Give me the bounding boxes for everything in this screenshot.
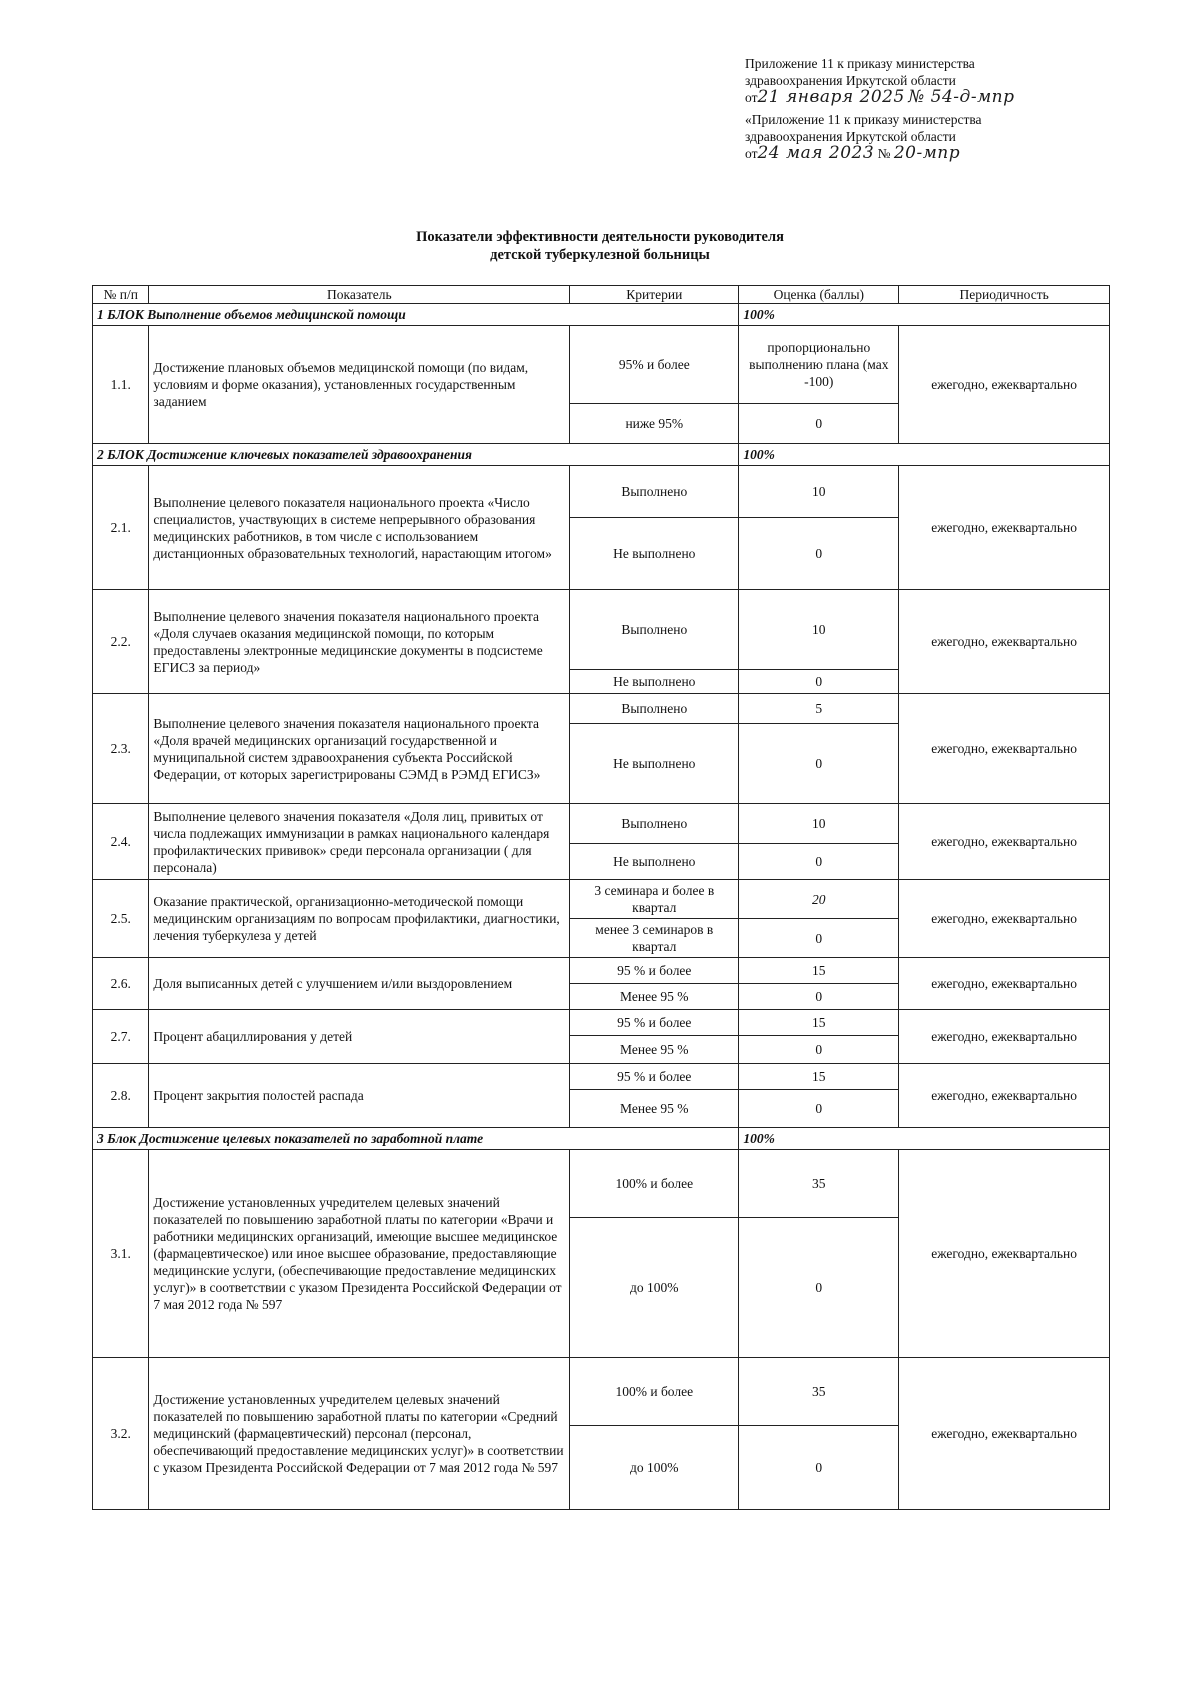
criterion: до 100%	[570, 1218, 739, 1358]
table-row	[93, 958, 1110, 984]
score: 5	[739, 694, 899, 724]
score: 0	[739, 404, 899, 444]
indicator-text: Процент абациллирования у детей	[149, 1010, 570, 1064]
row-number: 3.2.	[93, 1358, 149, 1510]
criterion: Менее 95 %	[570, 1090, 739, 1128]
score: 0	[739, 919, 899, 958]
indicator-text: Достижение установленных учредителем целевых значений показателей по повышению заработной платы по категории «Врачи и работники медицинских организаций, имеющие высшее медицинское (фармацевтическое) или иное высшее образование, предоставляющие медицинские услуги, (обеспечивающие предоставление медицинских услуг)» в соответствии с указом Президента Российской Федерации от 7 мая 2012 года № 597	[149, 1150, 570, 1358]
periodicity: ежегодно, ежеквартально	[899, 590, 1110, 694]
row-number: 2.2.	[93, 590, 149, 694]
score: 0	[739, 670, 899, 694]
indicator-text: Оказание практической, организационно-методической помощи медицинским организациям по вопросам профилактики, диагностики, лечения туберкулеза у детей	[149, 880, 570, 958]
table-row	[93, 804, 1110, 844]
score: 10	[739, 804, 899, 844]
criterion: Выполнено	[570, 804, 739, 844]
table-row	[93, 1064, 1110, 1090]
header-number-sign: №	[877, 146, 891, 161]
indicator-text: Доля выписанных детей с улучшением и/или выздоровлением	[149, 958, 570, 1010]
indicator-text: Выполнение целевого значения показателя «Доля лиц, привитых от числа подлежащих иммунизации в рамках национального календаря профилактических прививок» среди персонала организации ( для персонала)	[149, 804, 570, 880]
score: 10	[739, 466, 899, 518]
criterion: Менее 95 %	[570, 984, 739, 1010]
score: 35	[739, 1358, 899, 1426]
criterion: 100% и более	[570, 1358, 739, 1426]
header-handwritten-line-2	[745, 145, 1105, 167]
score: пропорционально выполнению плана (мах -100)	[739, 326, 899, 404]
header-line-5: здравоохранения Иркутской области	[745, 129, 956, 144]
score: 0	[739, 1090, 899, 1128]
block-title: 3 Блок Достижение целевых показателей по заработной плате	[93, 1128, 739, 1150]
score: 20	[739, 880, 899, 919]
criterion: Выполнено	[570, 590, 739, 670]
score: 15	[739, 1010, 899, 1036]
handwritten-date-2: 24 мая 2023	[757, 143, 875, 163]
criterion: 95 % и более	[570, 1064, 739, 1090]
row-number: 3.1.	[93, 1150, 149, 1358]
criterion: Не выполнено	[570, 724, 739, 804]
criterion: менее 3 семинаров в квартал	[570, 919, 739, 958]
score: 10	[739, 590, 899, 670]
block-title: 1 БЛОК Выполнение объемов медицинской помощи	[93, 304, 739, 326]
block-title: 2 БЛОК Достижение ключевых показателей здравоохранения	[93, 444, 739, 466]
title-line-2: детской туберкулезной больницы	[490, 247, 710, 263]
score: 35	[739, 1150, 899, 1218]
score: 0	[739, 1426, 899, 1510]
table-row	[93, 590, 1110, 670]
criterion: Не выполнено	[570, 844, 739, 880]
indicator-text: Достижение плановых объемов медицинской помощи (по видам, условиям и форме оказания), установленных государственным заданием	[149, 326, 570, 444]
indicator-text: Выполнение целевого значения показателя национального проекта «Доля случаев оказания медицинской помощи, по которым предоставлены электронные медицинские документы в подсистеме ЕГИСЗ за период»	[149, 590, 570, 694]
document-title	[90, 228, 1110, 264]
periodicity: ежегодно, ежеквартально	[899, 1010, 1110, 1064]
periodicity: ежегодно, ежеквартально	[899, 1150, 1110, 1358]
block-row-2	[93, 444, 1110, 466]
score: 0	[739, 518, 899, 590]
criterion: Менее 95 %	[570, 1036, 739, 1064]
periodicity: ежегодно, ежеквартально	[899, 694, 1110, 804]
col-header-criteria: Критерии	[570, 286, 739, 304]
indicator-text: Процент закрытия полостей распада	[149, 1064, 570, 1128]
handwritten-number-1: № 54-д-мпр	[908, 87, 1015, 107]
criterion: ниже 95%	[570, 404, 739, 444]
score: 0	[739, 1036, 899, 1064]
table-row	[93, 1358, 1110, 1426]
col-header-period: Периодичность	[899, 286, 1110, 304]
criterion: 100% и более	[570, 1150, 739, 1218]
score: 0	[739, 844, 899, 880]
row-number: 2.8.	[93, 1064, 149, 1128]
table-row	[93, 466, 1110, 518]
row-number: 2.7.	[93, 1010, 149, 1064]
score: 0	[739, 724, 899, 804]
periodicity: ежегодно, ежеквартально	[899, 958, 1110, 1010]
table-row	[93, 1150, 1110, 1218]
criterion: 95% и более	[570, 326, 739, 404]
periodicity: ежегодно, ежеквартально	[899, 804, 1110, 880]
row-number: 2.3.	[93, 694, 149, 804]
block-percent: 100%	[739, 444, 1110, 466]
col-header-num: № п/п	[93, 286, 149, 304]
header-from-prefix: от	[745, 90, 758, 105]
title-line-1: Показатели эффективности деятельности руководителя	[416, 229, 784, 245]
criterion: Выполнено	[570, 466, 739, 518]
row-number: 2.4.	[93, 804, 149, 880]
header-line-1: Приложение 11 к приказу министерства	[745, 56, 975, 71]
handwritten-date-1: 21 января 2025	[757, 87, 905, 107]
criterion: Не выполнено	[570, 518, 739, 590]
periodicity: ежегодно, ежеквартально	[899, 1358, 1110, 1510]
block-percent: 100%	[739, 304, 1110, 326]
table-row	[93, 326, 1110, 404]
periodicity: ежегодно, ежеквартально	[899, 466, 1110, 590]
table-row	[93, 694, 1110, 724]
approval-header	[745, 55, 1105, 167]
row-number: 2.5.	[93, 880, 149, 958]
block-percent: 100%	[739, 1128, 1110, 1150]
row-number: 1.1.	[93, 326, 149, 444]
periodicity: ежегодно, ежеквартально	[899, 1064, 1110, 1128]
criterion: 95 % и более	[570, 958, 739, 984]
table-row	[93, 880, 1110, 919]
block-row-1	[93, 304, 1110, 326]
periodicity: ежегодно, ежеквартально	[899, 880, 1110, 958]
header-from-prefix-2: от	[745, 146, 758, 161]
criterion: 3 семинара и более в квартал	[570, 880, 739, 919]
table-header-row	[93, 286, 1110, 304]
criterion: Выполнено	[570, 694, 739, 724]
score: 0	[739, 1218, 899, 1358]
table-row	[93, 1010, 1110, 1036]
block-row-3	[93, 1128, 1110, 1150]
score: 15	[739, 1064, 899, 1090]
row-number: 2.1.	[93, 466, 149, 590]
criterion: Не выполнено	[570, 670, 739, 694]
indicators-table	[92, 285, 1110, 1510]
col-header-score: Оценка (баллы)	[739, 286, 899, 304]
indicator-text: Достижение установленных учредителем целевых значений показателей по повышению заработной платы по категории «Средний медицинский (фармацевтический) персонал (персонал, обеспечивающий предоставление медицинских услуг)» в соответствии с указом Президента Российской Федерации от 7 мая 2012 года № 597	[149, 1358, 570, 1510]
periodicity: ежегодно, ежеквартально	[899, 326, 1110, 444]
header-handwritten-line-1	[745, 89, 1105, 111]
col-header-indicator: Показатель	[149, 286, 570, 304]
score: 0	[739, 984, 899, 1010]
row-number: 2.6.	[93, 958, 149, 1010]
indicator-text: Выполнение целевого значения показателя национального проекта «Доля врачей медицинских организаций государственной и муниципальной систем здравоохранения субъекта Российской Федерации, от которых зарегистрированы СЭМД в РЭМД ЕГИСЗ»	[149, 694, 570, 804]
criterion: до 100%	[570, 1426, 739, 1510]
header-line-2: здравоохранения Иркутской области	[745, 73, 956, 88]
criterion: 95 % и более	[570, 1010, 739, 1036]
score: 15	[739, 958, 899, 984]
handwritten-number-2: 20-мпр	[893, 143, 961, 163]
header-line-4: «Приложение 11 к приказу министерства	[745, 112, 982, 127]
indicator-text: Выполнение целевого показателя национального проекта «Число специалистов, участвующих в системе непрерывного образования медицинских работников, в том числе с использованием дистанционных образовательных технологий, нарастающим итогом»	[149, 466, 570, 590]
